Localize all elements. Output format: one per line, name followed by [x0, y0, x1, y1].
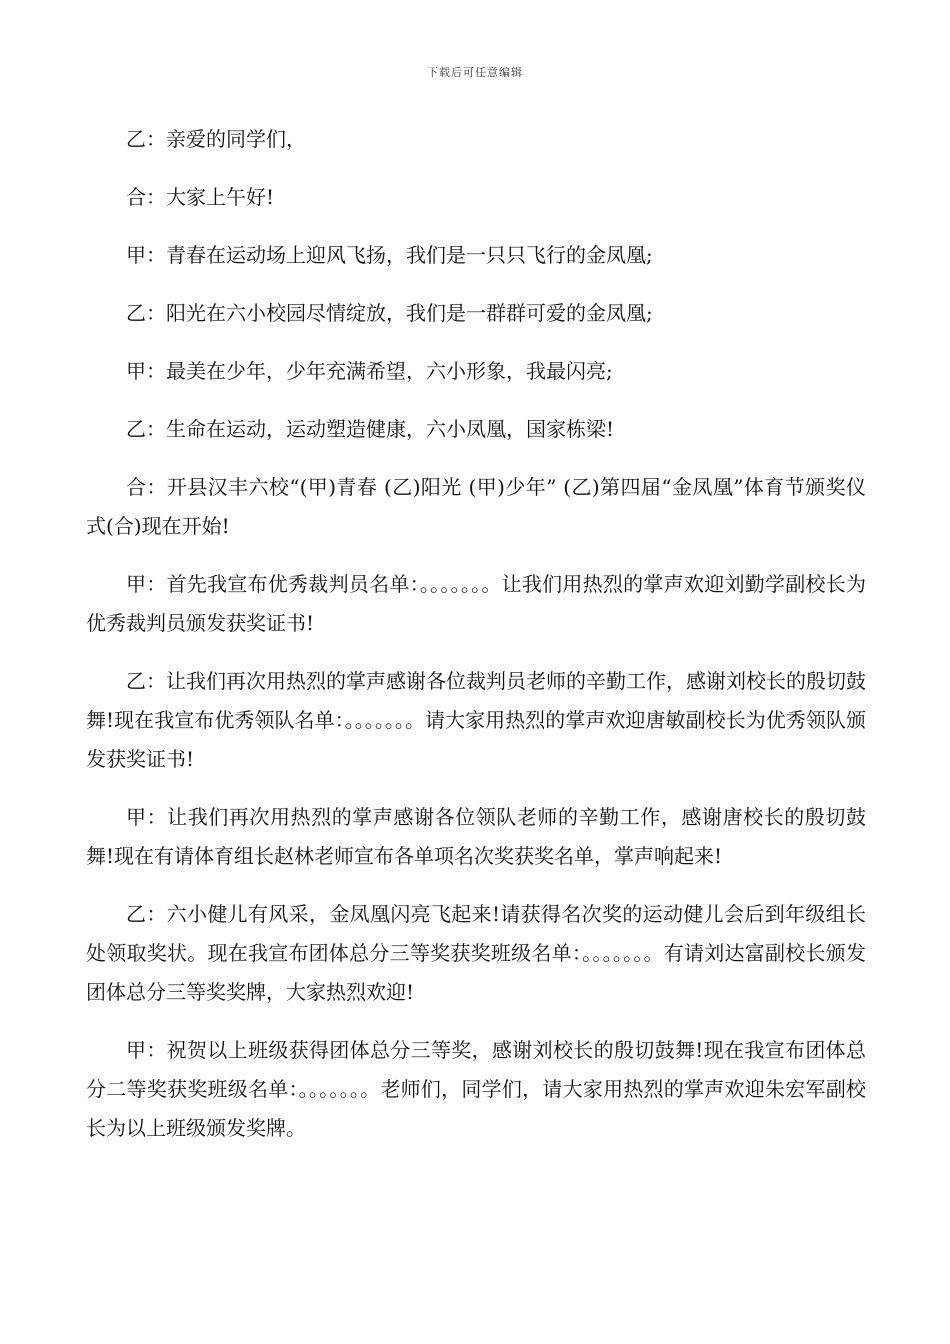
paragraph-1: 乙：亲爱的同学们， — [126, 127, 306, 151]
paragraph-10: 甲：让我们再次用热烈的掌声感谢各位领队老师的辛勤工作，感谢唐校长的殷切鼓舞!现在有请体育组长赵林老师宣布各单项名次奖获奖名单，掌声响起来! — [86, 805, 866, 868]
paragraph-8: 甲：首先我宣布优秀裁判员名单：。。。。。。。让我们用热烈的掌声欢迎刘勤学副校长为优秀裁判员颁发获奖证书! — [86, 572, 866, 635]
paragraph-3: 甲：青春在运动场上迎风飞扬，我们是一只只飞行的金凤凰; — [126, 243, 653, 267]
paragraph-2: 合：大家上午好! — [126, 185, 275, 209]
paragraph-11: 乙：六小健儿有风采，金凤凰闪亮飞起来!请获得名次奖的运动健儿会后到年级组长处领取奖状。现在我宣布团体总分三等奖获奖班级名单：。。。。。。。有请刘达富副校长颁发团体总分三等奖奖牌，大家热烈欢迎! — [86, 902, 866, 1004]
paragraph-9: 乙：让我们再次用热烈的掌声感谢各位裁判员老师的辛勤工作，感谢刘校长的殷切鼓舞!现在我宣布优秀领队名单：。。。。。。。请大家用热烈的掌声欢迎唐敏副校长为优秀领队颁发获奖证书! — [86, 669, 866, 771]
paragraph-4: 乙：阳光在六小校园尽情绽放，我们是一群群可爱的金凤凰; — [126, 301, 653, 325]
paragraph-7: 合：开县汉丰六校“(甲)青春 (乙)阳光 (甲)少年” (乙)第四届“金凤凰”体育节颁奖仪式(合)现在开始! — [86, 475, 866, 538]
paragraph-6: 乙：生命在运动，运动塑造健康，六小凤凰，国家栋梁! — [126, 417, 615, 441]
paragraph-12: 甲：祝贺以上班级获得团体总分三等奖，感谢刘校长的殷切鼓舞!现在我宣布团体总分二等奖获奖班级名单：。。。。。。。老师们，同学们，请大家用热烈的掌声欢迎朱宏军副校长为以上班级颁发奖牌。 — [86, 1038, 866, 1140]
document-body — [86, 120, 866, 1167]
paragraph-5: 甲：最美在少年，少年充满希望，六小形象，我最闪亮; — [126, 359, 613, 383]
header-note: 下载后可任意编辑 — [427, 66, 523, 79]
